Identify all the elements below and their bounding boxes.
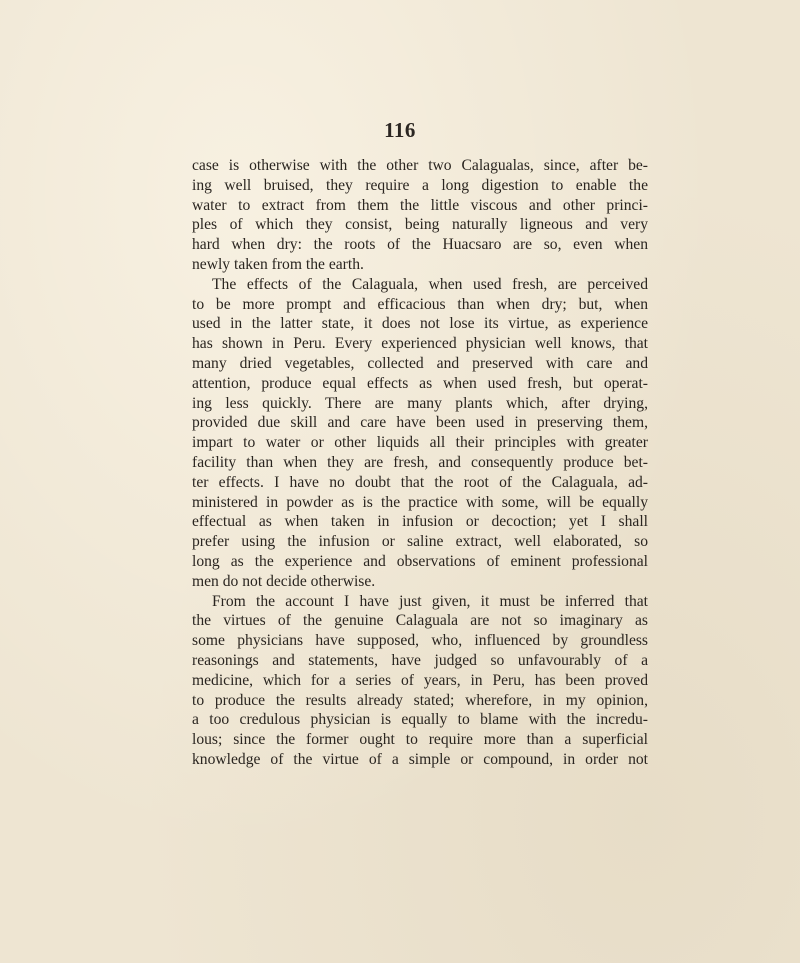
text-line: water to extract from them the little viscous and other princi- <box>192 196 648 214</box>
text-line: used in the latter state, it does not lose its virtue, as experience <box>192 315 648 333</box>
text-line: long as the experience and observations of eminent professional <box>192 552 648 570</box>
text-line: has shown in Peru. Every experienced physician well knows, that <box>192 335 648 353</box>
text-line: men do not decide otherwise. <box>192 572 376 590</box>
text-line: provided due skill and care have been used in preserving them, <box>192 414 648 432</box>
text-line: prefer using the infusion or saline extract, well elaborated, so <box>192 533 648 551</box>
text-line: the virtues of the genuine Calaguala are not so imaginary as <box>192 612 648 630</box>
text-line: ministered in powder as is the practice with some, will be equally <box>192 493 648 511</box>
text-line: case is otherwise with the other two Calagualas, since, after be- <box>192 157 648 174</box>
text-line: effectual as when taken in infusion or decoction; yet I shall <box>192 513 648 531</box>
text-line: impart to water or other liquids all their principles with greater <box>192 434 648 452</box>
text-line: many dried vegetables, collected and preserved with care and <box>192 354 648 372</box>
text-line: facility than when they are fresh, and consequently produce bet- <box>192 453 648 471</box>
text-line: newly taken from the earth. <box>192 255 364 273</box>
text-line: lous; since the former ought to require more than a superficial <box>192 731 648 749</box>
text-line: medicine, which for a series of years, in Peru, has been proved <box>192 671 648 689</box>
text-line: hard when dry: the roots of the Huacsaro are so, even when <box>192 236 648 254</box>
text-line: to produce the results already stated; wherefore, in my opinion, <box>192 691 648 709</box>
text-line: some physicians have supposed, who, influenced by groundless <box>192 632 648 650</box>
text-line: ing well bruised, they require a long digestion to enable the <box>192 176 648 194</box>
text-line: ter effects. I have no doubt that the root of the Calaguala, ad- <box>192 473 648 491</box>
text-line: From the account I have just given, it must be inferred that <box>212 592 648 610</box>
text-line: The effects of the Calaguala, when used fresh, are perceived <box>212 275 648 293</box>
text-line: to be more prompt and efficacious than when dry; but, when <box>192 295 648 313</box>
text-line: attention, produce equal effects as when used fresh, but operat- <box>192 374 648 392</box>
text-line: reasonings and statements, have judged so unfavourably of a <box>192 651 648 669</box>
text-line: a too credulous physician is equally to blame with the incredu- <box>192 711 648 729</box>
page-number: 116 <box>384 118 416 142</box>
text-line: ing less quickly. There are many plants which, after drying, <box>192 394 648 412</box>
text-line: ples of which they consist, being naturally ligneous and very <box>192 216 648 234</box>
text-line: knowledge of the virtue of a simple or compound, in order not <box>192 750 648 768</box>
body-text <box>192 156 648 770</box>
